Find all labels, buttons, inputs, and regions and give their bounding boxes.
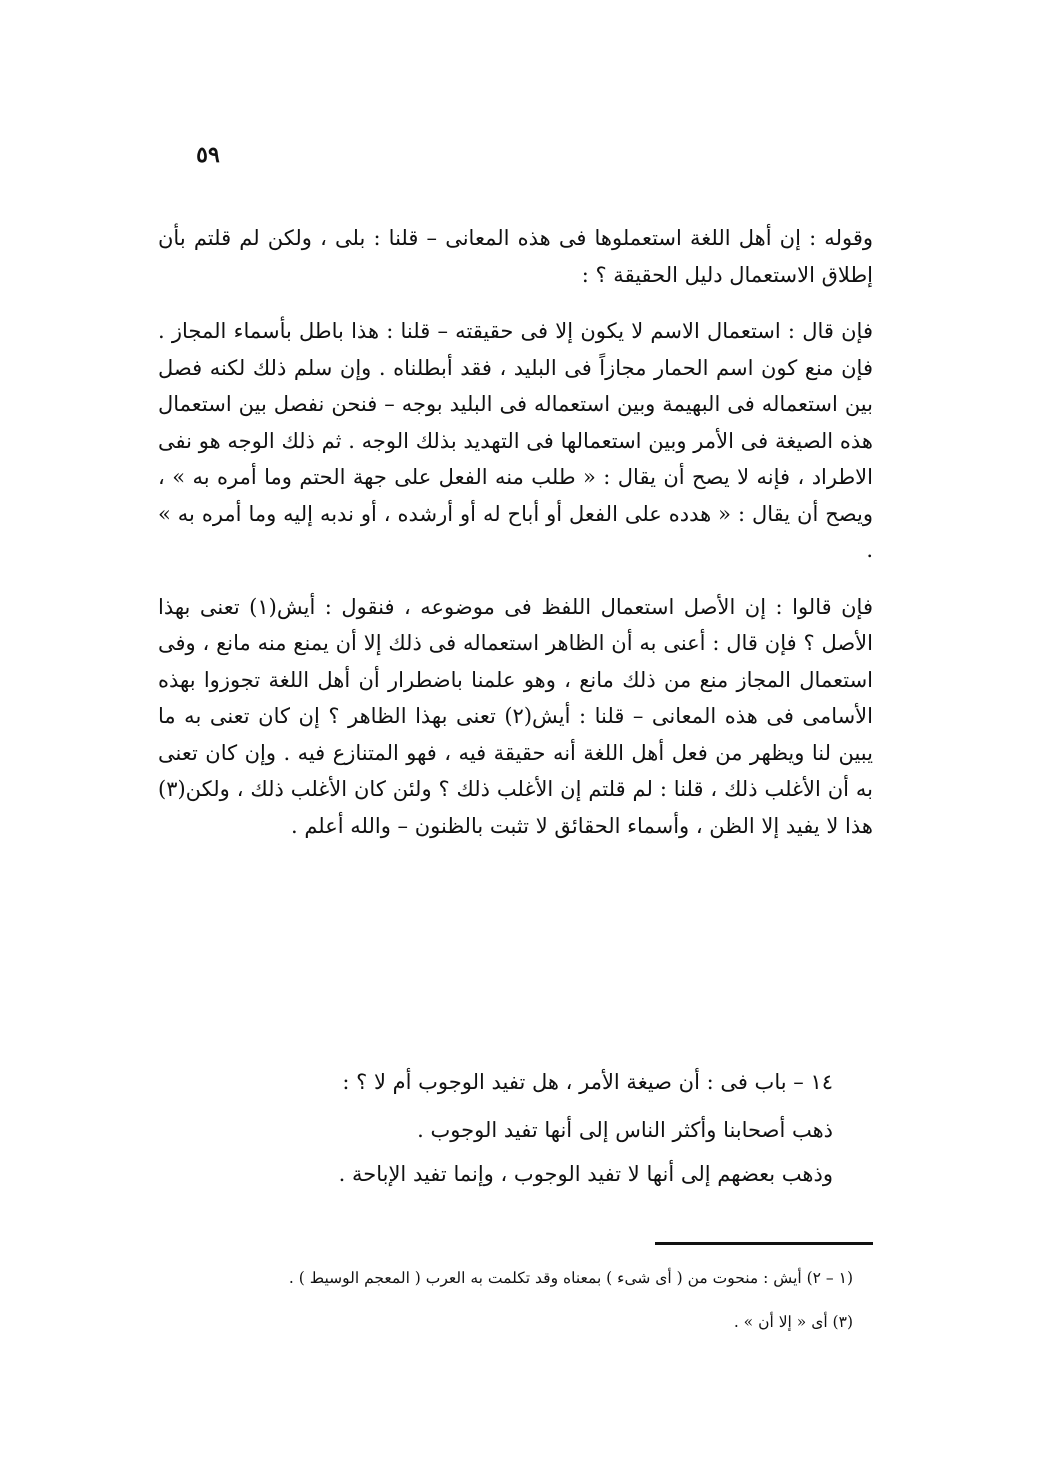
main-text xyxy=(158,220,873,864)
section-line: ذهب أصحابنا وأكثر الناس إلى أنها تفيد الوجوب . xyxy=(417,1118,833,1142)
footnote: (٣) أى « إلا أن » . xyxy=(733,1313,853,1331)
footnote-divider xyxy=(655,1242,873,1245)
paragraph: فإن قالوا : إن الأصل استعمال اللفظ فى موضوعه ، فنقول : أيش(١) تعنى بهذا الأصل ؟ فإن قال : أعنى به أن الظاهر استعماله فى ذلك إلا أن يمنع منه مانع ، وفى استعمال المجاز منع من ذلك مانع ، وهو علمنا باضطرار أن أهل اللغة تجوزوا بهذه الأسامى فى هذه المعانى – قلنا : أيش(٢) تعنى بهذا الظاهر ؟ إن كان تعنى به ما يبين لنا ويظهر من فعل أهل اللغة أنه حقيقة فيه ، فهو المتنازع فيه . وإن كان تعنى به أن الأغلب ذلك ، قلنا : لم قلتم إن الأغلب ذلك ؟ ولئن كان الأغلب ذلك ، ولكن(٣) هذا لا يفيد إلا الظن ، وأسماء الحقائق لا تثبت بالظنون – والله أعلم . xyxy=(158,594,873,838)
section-block xyxy=(158,1060,873,1196)
section-heading: ١٤ – باب فى : أن صيغة الأمر ، هل تفيد الوجوب أم لا ؟ : xyxy=(342,1070,833,1094)
footnotes xyxy=(150,1256,873,1344)
section-line: وذهب بعضهم إلى أنها لا تفيد الوجوب ، وإنما تفيد الإباحة . xyxy=(338,1162,833,1186)
paragraph: وقوله : إن أهل اللغة استعملوها فى هذه المعانى – قلنا : بلى ، ولكن لم قلتم بأن إطلاق الاستعمال دليل الحقيقة ؟ : xyxy=(158,226,873,287)
page-number: ٥٩ xyxy=(196,142,220,168)
footnote: (١ – ٢) أيش : منحوت من ( أى شىء ) بمعناه وقد تكلمت به العرب ( المعجم الوسيط ) . xyxy=(288,1269,853,1287)
paragraph: فإن قال : استعمال الاسم لا يكون إلا فى حقيقته – قلنا : هذا باطل بأسماء المجاز . فإن منع كون اسم الحمار مجازاً فى البليد ، فقد أبطلناه . وإن سلم ذلك لكنه فصل بين استعماله فى البهيمة وبين استعماله فى البليد بوجه – فنحن نفصل بين استعمال هذه الصيغة فى الأمر وبين استعمالها فى التهديد بذلك الوجه . ثم ذلك الوجه هو نفى الاطراد ، فإنه لا يصح أن يقال : « طلب منه الفعل على جهة الحتم وما أمره به » ، ويصح أن يقال : « هدده على الفعل أو أباح له أو أرشده ، أو ندبه إليه وما أمره به » . xyxy=(158,319,873,562)
